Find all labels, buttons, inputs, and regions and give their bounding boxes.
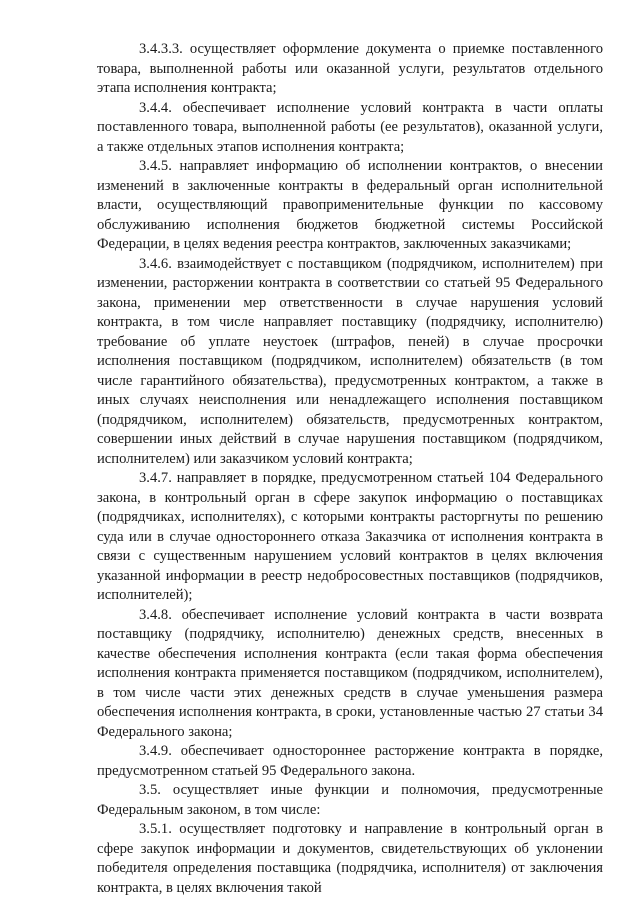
paragraph-3-4-9: 3.4.9. обеспечивает одностороннее расторжение контракта в порядке, предусмотренном статьей 95 Федерального закона.: [97, 743, 603, 779]
paragraph-3-4-7: 3.4.7. направляет в порядке, предусмотренном статьей 104 Федерального закона, в контрольный орган в сфере закупок информацию о поставщиках (подрядчиках, исполнителях), с которыми контракты расторгнуты по решению суда или в случае одностороннего отказа Заказчика от исполнения контракта в связи с существенным нарушением условий контрактов в целях включения указанной информации в реестр недобросовестных поставщиков (подрядчиков, исполнителей);: [97, 470, 603, 603]
paragraph-3-4-8: 3.4.8. обеспечивает исполнение условий контракта в части возврата поставщику (подрядчику, исполнителю) денежных средств, внесенных в качестве обеспечения исполнения контракта (если такая форма обеспечения исполнения контракта применяется поставщиком (подрядчиком, исполнителем), в том числе части этих денежных средств в случае уменьшения размера обеспечения исполнения контракта, в сроки, установленные частью 27 статьи 34 Федерального закона;: [97, 606, 603, 740]
paragraph-3-4-5: 3.4.5. направляет информацию об исполнении контрактов, о внесении изменений в заключенные контракты в федеральный орган исполнительной власти, осуществляющий правоприменительные функции по кассовому обслуживанию исполнения бюджетов бюджетной системы Российской Федерации, в целях ведения реестра контрактов, заключенных заказчиками;: [97, 158, 603, 252]
paragraph-3-4-4: 3.4.4. обеспечивает исполнение условий контракта в части оплаты поставленного товара, выполненной работы (ее результатов), оказанной услуги, а также отдельных этапов исполнения контракта;: [97, 99, 603, 155]
paragraph-3-5-1: 3.5.1. осуществляет подготовку и направление в контрольный орган в сфере закупок информации и документов, свидетельствующих об уклонении победителя определения поставщика (подрядчика, исполнителя) от заключения контракта, в целях включения такой: [97, 821, 603, 896]
document-page: [97, 40, 603, 898]
paragraph-3-5: 3.5. осуществляет иные функции и полномочия, предусмотренные Федеральным законом, в том числе:: [97, 782, 603, 818]
paragraph-3-4-6: 3.4.6. взаимодействует с поставщиком (подрядчиком, исполнителем) при изменении, расторжении контракта в соответствии со статьей 95 Федерального закона, применении мер ответственности в случае нарушения условий контракта, в том числе направляет поставщику (подрядчику, исполнителю) требование об уплате неустоек (штрафов, пеней) в случае просрочки исполнения поставщиком (подрядчиком, исполнителем) обязательств (в том числе гарантийного обязательства), предусмотренных контрактом, а также в иных случаях неисполнения или ненадлежащего исполнения поставщиком (подрядчиком, исполнителем) обязательств, предусмотренных контрактом, совершении иных действий в случае нарушения поставщиком (подрядчиком, исполнителем) или заказчиком условий контракта;: [97, 255, 603, 467]
paragraph-3-4-3-3: 3.4.3.3. осуществляет оформление документа о приемке поставленного товара, выполненной работы или оказанной услуги, результатов отдельного этапа исполнения контракта;: [97, 41, 603, 96]
